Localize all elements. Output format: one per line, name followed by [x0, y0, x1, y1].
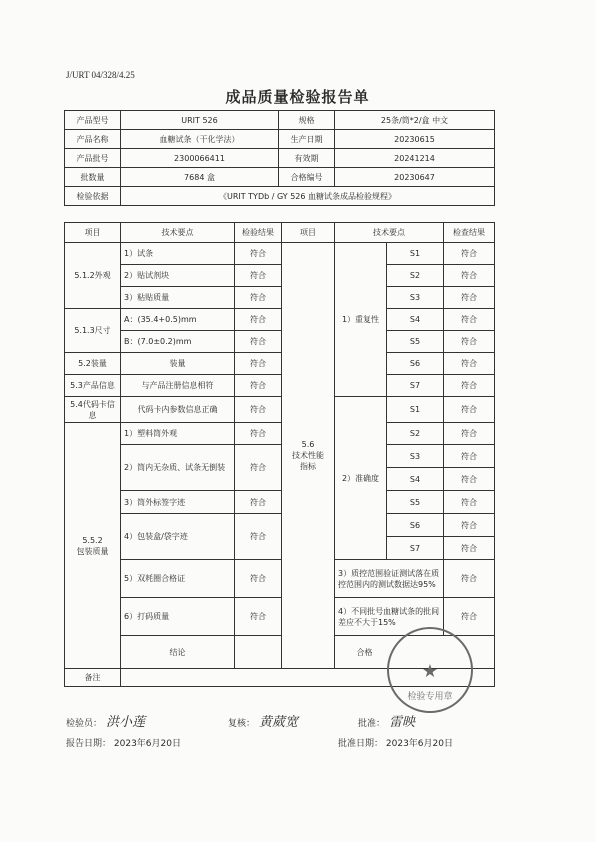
- spec-label: 规格: [279, 111, 335, 130]
- result-cell: 符合: [444, 537, 495, 560]
- reviewer-label: 复核：: [228, 719, 256, 729]
- accuracy-label: 2）准确度: [335, 397, 387, 560]
- batch-label: 产品批号: [65, 149, 121, 168]
- table-row: [65, 168, 495, 187]
- result-cell: 符合: [235, 265, 282, 287]
- expiry-value: 20241214: [335, 149, 495, 168]
- conclusion-value: 合格: [235, 636, 495, 669]
- approve-date: 2023年6月20日: [385, 739, 453, 749]
- result-cell: 符合: [444, 243, 495, 265]
- document-number: J/URT 04/328/4.25: [66, 70, 135, 80]
- spec-value: 25条/筒*2/盒 中文: [335, 111, 495, 130]
- s-cell: S5: [387, 331, 444, 353]
- inspector-signature: 洪小莲: [106, 715, 146, 730]
- s-cell: S1: [387, 397, 444, 423]
- req-cell: 4）包装盒/袋字迹: [121, 514, 235, 560]
- col-result2: 检查结果: [444, 223, 495, 243]
- result-cell: 符合: [444, 598, 495, 636]
- cert-value: 20230647: [335, 168, 495, 187]
- result-cell: 符合: [444, 445, 495, 468]
- table-row: [65, 331, 495, 353]
- prod-date-value: 20230615: [335, 130, 495, 149]
- req-cell: 3）粘贴质量: [121, 287, 235, 309]
- result-cell: 符合: [235, 309, 282, 331]
- col-item2: 项目: [282, 223, 335, 243]
- qty-value: 7684 盒: [121, 168, 279, 187]
- result-cell: 符合: [444, 375, 495, 397]
- pkg-value: 装量: [121, 353, 235, 375]
- result-cell: 符合: [235, 514, 282, 560]
- table-row: [65, 514, 495, 537]
- table-row: [65, 130, 495, 149]
- result-cell: 符合: [444, 423, 495, 445]
- result-cell: 符合: [235, 243, 282, 265]
- expiry-label: 有效期: [279, 149, 335, 168]
- s-cell: S2: [387, 265, 444, 287]
- result-cell: 符合: [235, 445, 282, 491]
- inspection-table: [64, 222, 495, 687]
- result-cell: 符合: [444, 514, 495, 537]
- req-cell: 5）双耗圈合格证: [121, 560, 235, 598]
- result-cell: 符合: [235, 287, 282, 309]
- table-row: [65, 491, 495, 514]
- code-label: 5.4代码卡信息: [65, 397, 121, 423]
- result-cell: 符合: [444, 287, 495, 309]
- req-cell: 3）筒外标签字迹: [121, 491, 235, 514]
- table-row: [65, 560, 495, 579]
- product-name-label: 产品名称: [65, 130, 121, 149]
- result-cell: 符合: [444, 560, 495, 598]
- appearance-label: 5.1.2外观: [65, 243, 121, 309]
- result-cell: 符合: [235, 353, 282, 375]
- col-req2: 技术要点: [335, 223, 444, 243]
- result-cell: 符合: [444, 468, 495, 491]
- report-date-line: [66, 736, 181, 749]
- stamp-text: 检验专用章: [407, 692, 453, 702]
- approver-label: 批准：: [358, 719, 386, 729]
- table-row: [65, 423, 495, 445]
- req-cell: 2）贴试剂块: [121, 265, 235, 287]
- pack-label: 5.5.2 包装质量: [65, 423, 121, 669]
- s-cell: S7: [387, 375, 444, 397]
- result-cell: 符合: [235, 331, 282, 353]
- req-cell: 1）试条: [121, 243, 235, 265]
- s-cell: S4: [387, 468, 444, 491]
- result-cell: 符合: [444, 309, 495, 331]
- table-row: [65, 187, 495, 206]
- col-item: 项目: [65, 223, 121, 243]
- basis-label: 检验依据: [65, 187, 121, 206]
- table-row: [65, 149, 495, 168]
- repeat-label: 1）重复性: [335, 243, 387, 397]
- result-cell: 符合: [235, 375, 282, 397]
- table-row: [65, 243, 495, 265]
- table-row: [65, 598, 495, 617]
- req-cell: 2）筒内无杂质、试条无倒装: [121, 445, 235, 491]
- inspector-line: [66, 711, 145, 730]
- result-cell: 符合: [235, 598, 282, 636]
- approver-signature: 雷映: [389, 715, 416, 730]
- s-cell: S2: [387, 423, 444, 445]
- prod-date-label: 生产日期: [279, 130, 335, 149]
- check3-text: 3）质控范围验证测试落在质控范围内的测试数据达95%: [335, 560, 444, 598]
- basis-value: 《URIT TYDb / GY 526 血糖试条成品检验规程》: [121, 187, 495, 206]
- size-label: 5.1.3尺寸: [65, 309, 121, 353]
- col-result: 检验结果: [235, 223, 282, 243]
- s-cell: S1: [387, 243, 444, 265]
- code-value: 代码卡内参数信息正确: [121, 397, 235, 423]
- qty-label: 批数量: [65, 168, 121, 187]
- cert-label: 合格编号: [279, 168, 335, 187]
- perf-label: 5.6 技术性能 指标: [282, 243, 335, 669]
- info-value: 与产品注册信息相符: [121, 375, 235, 397]
- s-cell: S3: [387, 445, 444, 468]
- result-cell: 符合: [444, 265, 495, 287]
- req-cell: B：(7.0±0.2)mm: [121, 331, 235, 353]
- table-row: [65, 309, 495, 331]
- approve-date-line: [338, 736, 453, 749]
- s-cell: S3: [387, 287, 444, 309]
- batch-value: 2300066411: [121, 149, 279, 168]
- info-label: 5.3产品信息: [65, 375, 121, 397]
- s-cell: S5: [387, 491, 444, 514]
- svg-text:★: ★: [421, 661, 439, 682]
- s-cell: S4: [387, 309, 444, 331]
- result-cell: 符合: [235, 423, 282, 445]
- report-date-label: 报告日期：: [66, 739, 112, 749]
- reviewer-signature: 黄葳宽: [259, 715, 299, 730]
- s-cell: S6: [387, 353, 444, 375]
- check4-text: 4）不同批号血糖试条的批间差应不大于15%: [335, 598, 444, 636]
- req-cell: 6）打码质量: [121, 598, 235, 636]
- result-cell: 符合: [235, 397, 282, 423]
- report-date: 2023年6月20日: [113, 739, 181, 749]
- pkg-label: 5.2装量: [65, 353, 121, 375]
- remark-label: 备注: [65, 669, 121, 687]
- table-row: [65, 111, 495, 130]
- table-row: [65, 353, 495, 375]
- header-info-table: [64, 110, 495, 206]
- req-cell: 1）塑料筒外观: [121, 423, 235, 445]
- page-title: 成品质量检验报告单: [225, 88, 370, 106]
- approver-line: [358, 711, 415, 730]
- table-row: [65, 375, 495, 397]
- reviewer-line: [228, 711, 298, 730]
- s-cell: S7: [387, 537, 444, 560]
- product-model-value: URIT 526: [121, 111, 279, 130]
- table-row: [65, 397, 495, 423]
- result-cell: 符合: [235, 560, 282, 598]
- table-row: [65, 287, 495, 309]
- table-row: [65, 265, 495, 287]
- result-cell: 符合: [444, 353, 495, 375]
- table-header-row: [65, 223, 495, 243]
- conclusion-label: 结论: [121, 636, 235, 669]
- product-name-value: 血糖试条（干化学法）: [121, 130, 279, 149]
- result-cell: 符合: [235, 491, 282, 514]
- table-row: [65, 445, 495, 468]
- result-cell: 符合: [444, 491, 495, 514]
- inspection-stamp: [385, 625, 475, 715]
- req-cell: A：(35.4+0.5)mm: [121, 309, 235, 331]
- result-cell: 符合: [444, 331, 495, 353]
- approve-date-label: 批准日期：: [338, 739, 384, 749]
- col-req: 技术要点: [121, 223, 235, 243]
- s-cell: S6: [387, 514, 444, 537]
- product-model-label: 产品型号: [65, 111, 121, 130]
- inspector-label: 检验员：: [66, 719, 103, 729]
- result-cell: 符合: [444, 397, 495, 423]
